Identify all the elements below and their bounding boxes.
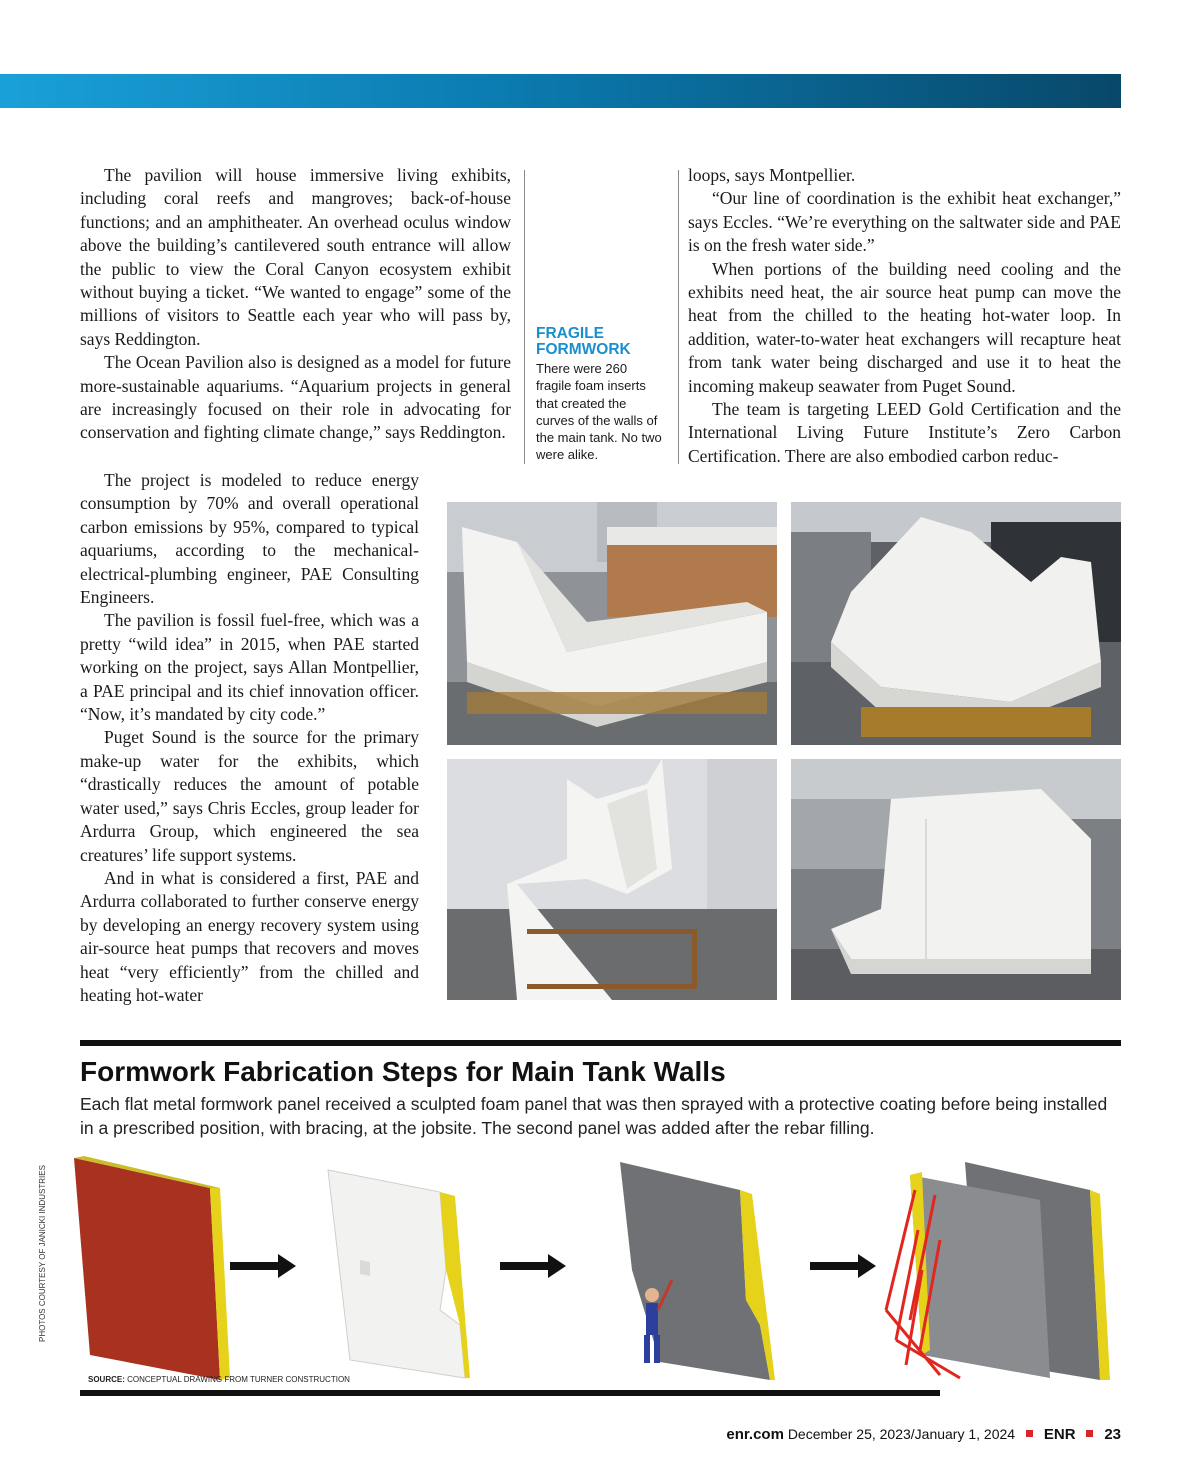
source-note: [88, 1375, 350, 1384]
caption-body: There were 260 fragile foam inserts that created the curves of the walls of the main tank. No two were alike.: [536, 361, 662, 463]
page-number: 23: [1104, 1426, 1121, 1443]
arrow-right-icon: [810, 1254, 876, 1278]
photo-foam-insert-angular: [791, 502, 1121, 745]
header-color-bar: [0, 74, 1121, 108]
step-2-foam-panel: [328, 1170, 470, 1378]
bottom-rule: [80, 1390, 940, 1396]
step-1-metal-panel: [74, 1156, 230, 1380]
article-paragraph: Puget Sound is the source for the primary make-up water for the exhibits, which “drastically reduces the amount of potable water used,” says Chris Eccles, group leader for Ardurra Group, which engineered the sea creatures’ life support systems.: [80, 727, 419, 865]
square-bullet-icon: [1026, 1430, 1033, 1437]
article-paragraph: The team is targeting LEED Gold Certification and the International Living Future Institute’s Zero Carbon Certification. There are also embodied carbon reduc-: [688, 399, 1121, 466]
footer-brand: ENR: [1043, 1426, 1076, 1443]
caption-title: FRAGILE FORMWORK: [536, 325, 631, 358]
article-paragraph: The pavilion is fossil fuel-free, which was a pretty “wild idea” in 2015, when PAE started working on the project, says Allan Montpellier, a PAE principal and its chief innovation officer. “Now, it’s mandated by city code.”: [80, 610, 419, 725]
article-paragraph: “Our line of coordination is the exhibit heat exchanger,” says Eccles. “We’re everything on the saltwater side and PAE is on the fresh water side.”: [688, 188, 1121, 256]
article-column-left-upper: [80, 164, 511, 445]
footer-site-link[interactable]: enr.com: [726, 1426, 784, 1443]
step-3-coated-panel: [620, 1162, 775, 1380]
square-bullet-icon: [1086, 1430, 1093, 1437]
photo-credit: PHOTOS COURTESY OF JANICKI INDUSTRIES: [38, 1165, 47, 1342]
column-divider: [678, 170, 679, 464]
article-column-right: [688, 164, 1121, 468]
arrow-right-icon: [500, 1254, 566, 1278]
article-column-left-lower: [80, 469, 419, 1007]
article-paragraph: The pavilion will house immersive living exhibits, including coral reefs and mangroves; back-of-house functions; and an amphitheater. An overhead oculus window above the building’s cantilevered south entrance will allow the public to view the Coral Canyon ecosystem exhibit without buying a ticket. “We wanted to engage” some of the millions of visitors to Seattle each year who will pass by, says Reddington.: [80, 165, 511, 349]
column-divider: [524, 170, 525, 464]
photo-foam-insert-sloped: [791, 759, 1121, 1000]
arrow-right-icon: [230, 1254, 296, 1278]
article-paragraph: The project is modeled to reduce energy consumption by 70% and overall operational carbon emissions by 95%, compared to typical aquariums, according to the mechanical-electrical-plumbing engineer, PAE Consulting Engineers.: [80, 470, 419, 608]
source-text: CONCEPTUAL DRAWING FROM TURNER CONSTRUCTION: [127, 1375, 350, 1384]
graphic-title: Formwork Fabrication Steps for Main Tank Walls: [80, 1056, 726, 1087]
article-paragraph: The Ocean Pavilion also is designed as a model for future more-sustainable aquariums. “Aquarium projects in general are increasingly focused on their role in advocating for conservation and fighting climate change,” says Reddington.: [80, 352, 511, 443]
article-paragraph: When portions of the building need cooling and the exhibits need heat, the air source heat pump can move the heat from the chilled to the heating hot-water loop. In addition, water-to-water heat exchangers will recapture heat from tank water being discharged and use it to heat the incoming makeup seawater from Puget Sound.: [688, 258, 1121, 396]
footer-date: December 25, 2023/January 1, 2024: [787, 1426, 1016, 1442]
photo-foam-insert-curved: [447, 502, 777, 745]
source-label: SOURCE:: [88, 1375, 125, 1384]
section-rule: [80, 1040, 1121, 1046]
photo-caption: [536, 326, 666, 464]
article-paragraph: And in what is considered a first, PAE and Ardurra collaborated to further conserve energy by developing an energy recovery system using air-source heat pumps that recovers and moves heat “very efficiently” from the chilled and heating hot-water: [80, 867, 419, 1005]
photo-foam-insert-tall: [447, 759, 777, 1000]
article-paragraph: loops, says Montpellier.: [688, 165, 856, 185]
step-4-installed-with-bracing: [886, 1162, 1110, 1380]
formwork-steps-diagram: [60, 1150, 1160, 1380]
graphic-description: Each flat metal formwork panel received a sculpted foam panel that was then sprayed with a protective coating before being installed in a prescribed position, with bracing, at the jobsite. The second panel was added after the rebar filling.: [80, 1094, 1108, 1138]
page-footer: [726, 1426, 1121, 1443]
